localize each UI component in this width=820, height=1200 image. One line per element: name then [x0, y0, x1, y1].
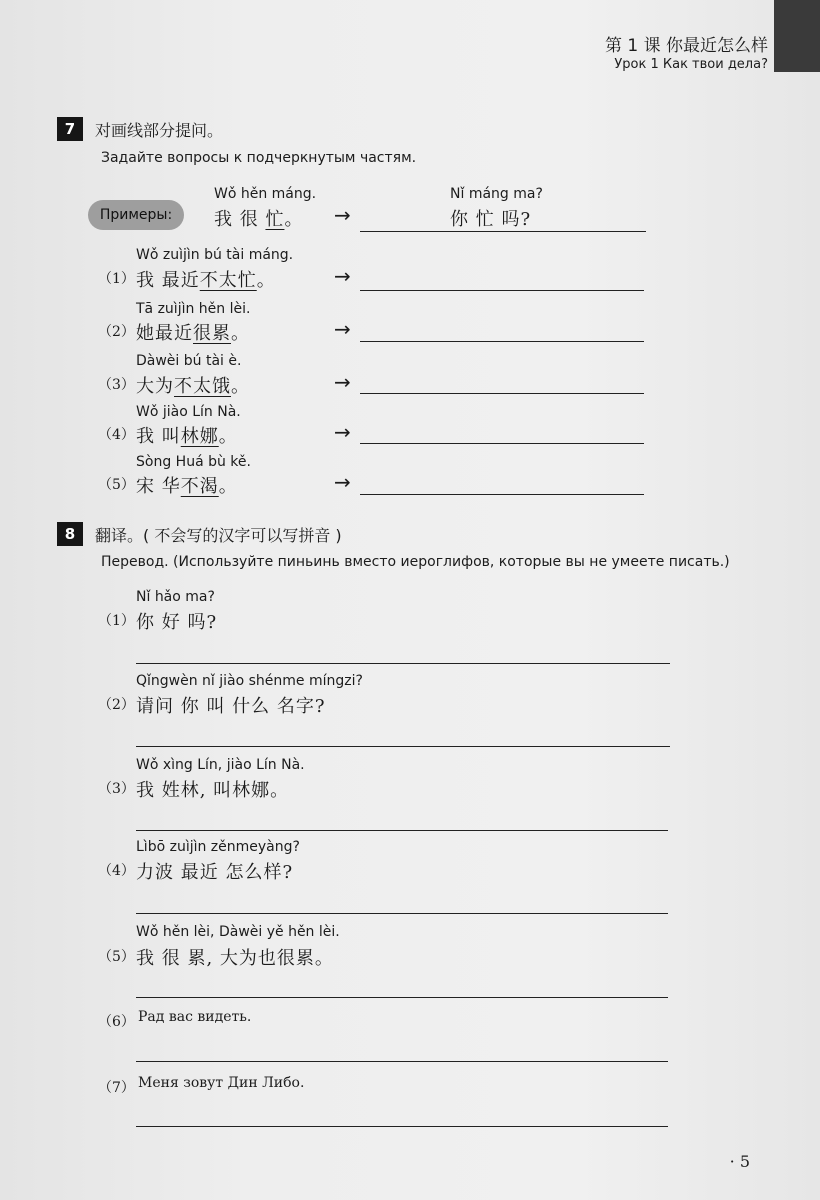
- item-sentence-ru: Рад вас видеть.: [138, 1009, 252, 1025]
- arrow-icon: →: [334, 370, 351, 394]
- exercise-subtitle: Перевод. (Используйте пиньинь вместо иероглифов, которые вы не умеете писать.): [101, 554, 730, 570]
- exercise-number: 8: [57, 522, 83, 546]
- answer-line[interactable]: [360, 290, 644, 291]
- answer-line[interactable]: [360, 341, 644, 342]
- item-number: （2）: [98, 697, 135, 713]
- example-pinyin: Wǒ hěn máng.: [214, 186, 317, 202]
- page-number: · 5: [729, 1152, 750, 1171]
- item-number: （3）: [98, 377, 135, 393]
- item-sentence: 我 很 累, 大为也很累。: [136, 948, 334, 969]
- item-number: （7）: [98, 1080, 135, 1096]
- arrow-icon: →: [334, 470, 351, 494]
- item-sentence: 她最近很累。: [136, 323, 250, 344]
- item-number: （4）: [98, 863, 135, 879]
- lesson-title-zh: 第 1 课 你最近怎么样: [604, 36, 768, 56]
- item-pinyin: Dàwèi bú tài è.: [136, 353, 242, 369]
- exercise-8-header: [57, 522, 342, 546]
- lesson-title-ru: Урок 1 Как твои дела?: [614, 57, 768, 73]
- answer-line: [360, 231, 646, 232]
- item-pinyin: Qǐngwèn nǐ jiào shénme míngzi?: [136, 673, 363, 689]
- answer-line[interactable]: [136, 663, 670, 664]
- answer-line[interactable]: [360, 443, 644, 444]
- item-pinyin: Nǐ hǎo ma?: [136, 589, 215, 605]
- item-sentence: 我 姓林, 叫林娜。: [136, 780, 290, 801]
- item-sentence: 我 叫林娜。: [136, 426, 238, 447]
- item-number: （6）: [98, 1014, 135, 1030]
- item-number: （2）: [98, 324, 135, 340]
- answer-line[interactable]: [136, 746, 670, 747]
- item-sentence: 宋 华不渴。: [136, 476, 238, 497]
- item-pinyin: Wǒ jiào Lín Nà.: [136, 404, 241, 420]
- item-number: （3）: [98, 781, 135, 797]
- item-sentence: 你 好 吗?: [136, 612, 218, 633]
- exercise-title: 翻译。( 不会写的汉字可以写拼音 ): [95, 525, 342, 545]
- item-number: （4）: [98, 427, 135, 443]
- exercise-7-header: [57, 117, 223, 141]
- example-badge: Примеры:: [88, 200, 184, 230]
- item-pinyin: Lìbō zuìjìn zěnmeyàng?: [136, 839, 300, 855]
- example-sentence: 我 很 忙。: [214, 209, 304, 230]
- answer-line[interactable]: [136, 1126, 668, 1127]
- item-sentence: 请问 你 叫 什么 名字?: [136, 696, 326, 717]
- answer-line[interactable]: [136, 1061, 668, 1062]
- answer-line[interactable]: [136, 997, 668, 998]
- exercise-subtitle: Задайте вопросы к подчеркнутым частям.: [101, 150, 417, 166]
- answer-line[interactable]: [136, 913, 668, 914]
- answer-line[interactable]: [136, 830, 668, 831]
- item-sentence-ru: Меня зовут Дин Либо.: [138, 1075, 305, 1091]
- item-number: （5）: [98, 949, 135, 965]
- exercise-title: 对画线部分提问。: [95, 120, 224, 140]
- arrow-icon: →: [334, 420, 351, 444]
- exercise-number: 7: [57, 117, 83, 141]
- item-pinyin: Tā zuìjìn hěn lèi.: [136, 301, 251, 317]
- item-sentence: 我 最近不太忙。: [136, 270, 276, 291]
- arrow-icon: →: [334, 264, 351, 288]
- item-sentence: 大为不太饿。: [136, 376, 250, 397]
- arrow-icon: →: [334, 317, 351, 341]
- answer-line[interactable]: [360, 494, 644, 495]
- page-header: [605, 36, 768, 74]
- item-pinyin: Wǒ zuìjìn bú tài máng.: [136, 247, 294, 263]
- answer-line[interactable]: [360, 393, 644, 394]
- item-pinyin: Sòng Huá bù kě.: [136, 454, 251, 470]
- example-answer-pinyin: Nǐ máng ma?: [450, 186, 543, 202]
- item-pinyin: Wǒ xìng Lín, jiào Lín Nà.: [136, 757, 305, 773]
- item-number: （1）: [98, 271, 135, 287]
- chapter-tab: [774, 0, 820, 72]
- item-pinyin: Wǒ hěn lèi, Dàwèi yě hěn lèi.: [136, 924, 340, 940]
- example-answer: 你 忙 吗?: [450, 209, 532, 230]
- item-sentence: 力波 最近 怎么样?: [136, 862, 294, 883]
- arrow-icon: →: [334, 203, 351, 227]
- item-number: （1）: [98, 613, 135, 629]
- item-number: （5）: [98, 477, 135, 493]
